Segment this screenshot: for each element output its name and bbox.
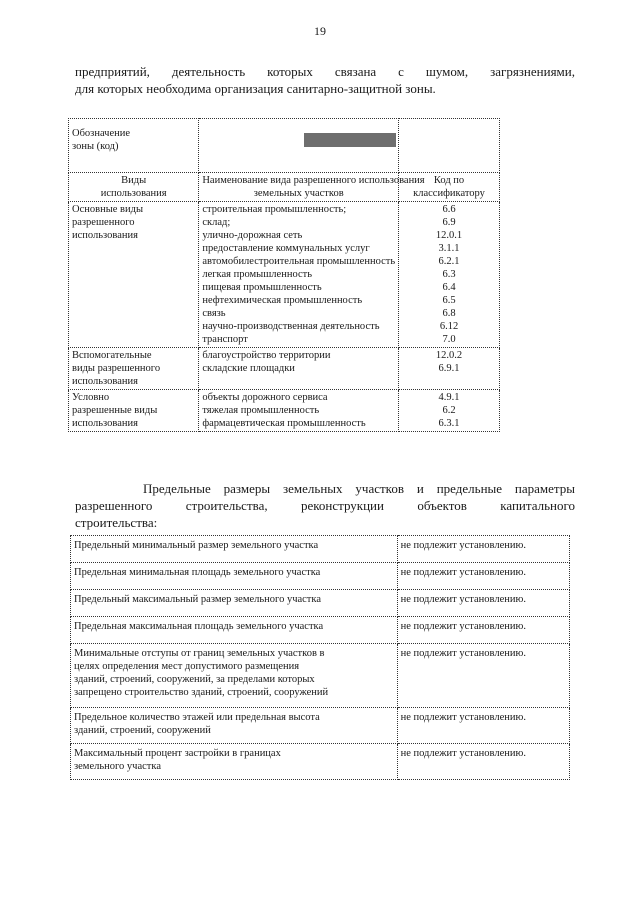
limit-parameter-line: Предельное количество этажей или предельная высота xyxy=(74,712,320,723)
use-group-main xyxy=(69,202,500,348)
page-number: 19 xyxy=(314,24,326,38)
limit-value: не подлежит установлению. xyxy=(397,708,569,744)
use-list xyxy=(199,348,399,390)
use-item: склад; xyxy=(202,217,231,228)
use-group-type-line: использования xyxy=(72,376,138,387)
limit-parameter xyxy=(71,536,398,563)
use-group-type-line: Вспомогательные xyxy=(72,350,152,361)
limit-parameter xyxy=(71,590,398,617)
intro-line: предприятий, деятельность которых связана с шумом, загрязнениями, xyxy=(75,64,575,79)
classifier-code: 6.9 xyxy=(442,217,456,228)
header-types xyxy=(69,173,199,202)
classifier-code: 12.0.1 xyxy=(435,230,463,241)
use-item: тяжелая промышленность xyxy=(202,405,320,416)
limit-parameter-line: Предельная минимальная площадь земельного участка xyxy=(74,567,321,578)
limits-table xyxy=(70,535,570,780)
limits-row xyxy=(71,708,570,744)
limit-value: не подлежит установлению. xyxy=(397,744,569,780)
limit-parameter-line: земельного участка xyxy=(74,761,161,772)
classifier-code: 6.6 xyxy=(442,204,456,215)
intro-line: для которых необходима организация санитарно-защитной зоны. xyxy=(75,81,436,96)
limits-row xyxy=(71,644,570,708)
classifier-code: 6.9.1 xyxy=(438,363,460,374)
use-group-conditional xyxy=(69,390,500,432)
use-item: строительная промышленность; xyxy=(202,204,347,215)
use-item: фармацевтическая промышленность xyxy=(202,418,366,429)
header-text: использования xyxy=(100,188,167,199)
limit-value: не подлежит установлению. xyxy=(397,590,569,617)
limit-parameter xyxy=(71,708,398,744)
classifier-code: 6.8 xyxy=(442,308,456,319)
limit-value: не подлежит установлению. xyxy=(397,563,569,590)
classifier-code: 6.3.1 xyxy=(438,418,460,429)
header-text: Код по xyxy=(433,175,465,186)
use-group-type xyxy=(69,202,199,348)
use-item: объекты дорожного сервиса xyxy=(202,392,328,403)
use-item: связь xyxy=(202,308,226,319)
limit-parameter xyxy=(71,563,398,590)
limit-value: не подлежит установлению. xyxy=(397,617,569,644)
limits-intro-line: Предельные размеры земельных участков и предельные параметры xyxy=(143,481,575,496)
use-item: транспорт xyxy=(202,334,248,345)
use-group-type-line: Условно xyxy=(72,392,110,403)
limit-parameter-line: зданий, строений, сооружений, за пределами которых xyxy=(74,674,315,685)
use-item: легкая промышленность xyxy=(202,269,312,280)
limits-intro-paragraph xyxy=(75,480,575,531)
code-list xyxy=(399,348,500,390)
zone-code-cell xyxy=(199,119,399,173)
limits-row xyxy=(71,744,570,780)
limit-parameter xyxy=(71,744,398,780)
limit-parameter-line: запрещено строительство зданий, строений, сооружений xyxy=(74,687,329,698)
limit-value: не подлежит установлению. xyxy=(397,644,569,708)
header-text: Наименование вида разрешенного использования xyxy=(202,175,425,186)
limit-parameter-line: Предельный максимальный размер земельного участка xyxy=(74,594,321,605)
use-item: научно-производственная деятельность xyxy=(202,321,380,332)
use-item: нефтехимическая промышленность xyxy=(202,295,363,306)
use-list xyxy=(199,202,399,348)
use-item: предоставление коммунальных услуг xyxy=(202,243,370,254)
limit-parameter-line: Минимальные отступы от границ земельных участков в xyxy=(74,648,325,659)
limits-intro-line: разрешенного строительства, реконструкции объектов капитального xyxy=(75,498,575,513)
redacted-zone-code xyxy=(304,133,396,147)
use-item: благоустройство территории xyxy=(202,350,331,361)
limit-parameter-line: зданий, строений, сооружений xyxy=(74,725,211,736)
classifier-code: 6.2.1 xyxy=(438,256,460,267)
limits-row xyxy=(71,563,570,590)
zone-code-label-line: Обозначение xyxy=(72,128,131,139)
limits-row xyxy=(71,617,570,644)
classifier-code: 6.5 xyxy=(442,295,456,306)
zone-code-empty-cell xyxy=(399,119,500,173)
limit-parameter-line: Предельная максимальная площадь земельного участка xyxy=(74,621,324,632)
use-group-type-line: разрешенные виды xyxy=(72,405,158,416)
use-item: складские площадки xyxy=(202,363,295,374)
zone-code-label-line: зоны (код) xyxy=(72,141,119,152)
use-group-type-line: использования xyxy=(72,418,138,429)
header-text: земельных участков xyxy=(253,188,344,199)
use-item: пищевая промышленность xyxy=(202,282,322,293)
zone-code-label xyxy=(69,119,199,173)
code-list xyxy=(399,390,500,432)
limit-parameter-line: Максимальный процент застройки в границах xyxy=(74,748,281,759)
classifier-code: 7.0 xyxy=(442,334,456,345)
classifier-code: 6.4 xyxy=(442,282,456,293)
header-use-name xyxy=(199,173,425,202)
classifier-code: 6.12 xyxy=(439,321,459,332)
limit-value: не подлежит установлению. xyxy=(397,536,569,563)
classifier-code: 3.1.1 xyxy=(438,243,460,254)
zone-table-header xyxy=(69,173,500,202)
limits-row xyxy=(71,536,570,563)
zone-use-table xyxy=(68,118,500,432)
limit-parameter xyxy=(71,644,398,708)
use-group-type xyxy=(69,390,199,432)
classifier-code: 6.3 xyxy=(442,269,456,280)
limits-row xyxy=(71,590,570,617)
header-text: классификатору xyxy=(413,188,485,199)
use-group-auxiliary xyxy=(69,348,500,390)
classifier-code: 6.2 xyxy=(442,405,456,416)
classifier-code: 4.9.1 xyxy=(438,392,460,403)
use-item: улично-дорожная сеть xyxy=(202,230,303,241)
use-item: автомобилестроительная промышленность xyxy=(202,256,396,267)
limit-parameter xyxy=(71,617,398,644)
limit-parameter-line: целях определения мест допустимого размещения xyxy=(74,661,300,672)
limit-parameter-line: Предельный минимальный размер земельного участка xyxy=(74,540,319,551)
zone-code-row xyxy=(69,119,500,173)
use-group-type-line: виды разрешенного xyxy=(72,363,161,374)
limits-intro-line: строительства: xyxy=(75,515,158,530)
use-group-type-line: Основные виды xyxy=(72,204,144,215)
use-group-type-line: разрешенного xyxy=(72,217,135,228)
use-group-type xyxy=(69,348,199,390)
use-list xyxy=(199,390,399,432)
use-group-type-line: использования xyxy=(72,230,138,241)
code-list xyxy=(399,202,500,348)
classifier-code: 12.0.2 xyxy=(435,350,463,361)
intro-paragraph xyxy=(75,63,575,97)
header-text: Виды xyxy=(121,175,147,186)
